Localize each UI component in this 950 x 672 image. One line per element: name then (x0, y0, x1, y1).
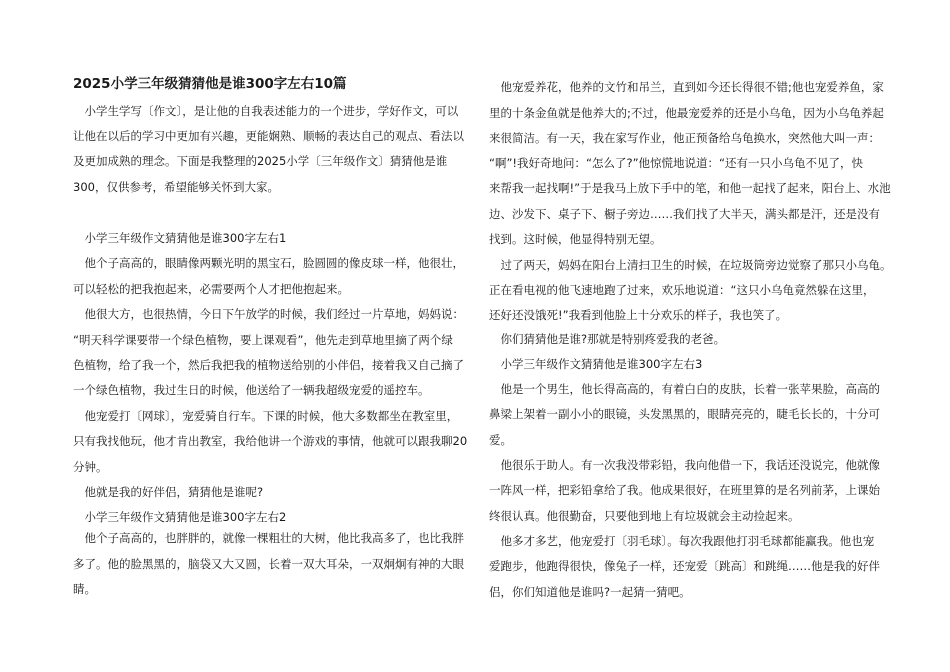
text-line: 他宠爱打〔网球〕，宠爱骑自行车。下课的时候，他大多数都坐在教室里， (73, 409, 459, 423)
text-line: 他就是我的好伴侣，猜猜他是谁呢? (73, 485, 264, 499)
text-line: 过了两天，妈妈在阳台上清扫卫生的时候，在垃圾筒旁边觉察了那只小乌龟。 (489, 258, 892, 272)
text-line: 一阵风一样，把彩铅拿给了我。他成果很好，在班里算的是名列前茅，上课始 (489, 483, 880, 497)
text-line: “啊”!我好奇地问：“怎么了?”他惊慌地说道：“还有一只小乌龟不见了，快 (489, 156, 863, 170)
text-line: 及更加成熟的理念。下面是我整理的2025小学〔三年级作文〕猜猜他是谁 (73, 154, 448, 168)
text-line: 爱跑步，他跑得很快，像兔子一样，还宠爱〔跳高〕和跳绳……他是我的好伴 (489, 559, 880, 573)
text-line: 还好还没饿死!”我看到他脸上十分欢乐的样子，我也笑了。 (489, 308, 788, 322)
text-line: 色植物，给了我一个，然后我把我的植物送给别的小伴侣，接着我又自己摘了 (73, 358, 464, 372)
page-title: 2025小学三年级猜猜他是谁300字左右10篇 (73, 76, 347, 92)
text-line: 里的十条金鱼就是他养大的;不过，他最宠爱养的还是小乌龟，因为小乌龟养起 (489, 106, 884, 120)
text-line: 来帮我一起找啊!”于是我马上放下手中的笔，和他一起找了起来，阳台上、水池 (489, 181, 891, 195)
text-line: 他很乐于助人。有一次我没带彩铅，我向他借一下，我话还没说完，他就像 (489, 458, 880, 472)
text-line: 只有我找他玩，他才肯出教室，我给他讲一个游戏的事情，他就可以跟我聊20 (73, 434, 468, 448)
text-line: 小学生学写〔作文〕，是让他的自我表述能力的一个进步，学好作文，可以 (73, 104, 459, 118)
text-line: 他个子高高的，眼睛像两颗光明的黑宝石，脸圆圆的像皮球一样，他很壮， (73, 256, 464, 270)
text-line: 鼻梁上架着一副小小的眼镜，头发黑黑的，眼睛亮亮的，睫毛长长的，十分可 (489, 407, 880, 421)
text-line: 一个绿色植物，我过生日的时候，他送给了一辆我超级宠爱的遥控车。 (73, 383, 430, 397)
text-line: 他是一个男生，他长得高高的，有着白白的皮肤，长着一张苹果脸，高高的 (489, 382, 880, 396)
text-line: “明天科学课要带一个绿色植物，要上课观看”，他先走到草地里摘了两个绿 (73, 333, 453, 347)
text-line: 多了。他的脸黑黑的，脑袋又大又圆，长着一双大耳朵，一双炯炯有神的大眼 (73, 557, 464, 571)
text-line: 睛。 (73, 582, 96, 596)
text-line: 边、沙发下、桌子下、橱子旁边……我们找了大半天，满头都是汗，还是没有 (489, 207, 880, 221)
text-line: 他个子高高的，也胖胖的，就像一棵粗壮的大树，他比我高多了，也比我胖 (73, 531, 464, 545)
text-line: 爱。 (489, 433, 512, 447)
text-line: 小学三年级作文猜猜他是谁300字左右1 (73, 231, 287, 245)
text-line: 正在看电视的他飞速地跑了过来，欢乐地说道：“这只小乌龟竟然躲在这里， (489, 283, 875, 297)
text-line: 你们猜猜他是谁?那就是特别疼爱我的老爸。 (489, 332, 726, 346)
text-line: 分钟。 (73, 460, 108, 474)
text-line: 他很大方，也很热情，今日下午放学的时候，我们经过一片草地，妈妈说： (73, 307, 464, 321)
text-line: 可以轻松的把我抱起来，必需要两个人才把他抱起来。 (73, 282, 349, 296)
text-line: 终很认真。他很勤奋，只要他到地上有垃圾就会主动捡起来。 (489, 509, 800, 523)
text-line: 小学三年级作文猜猜他是谁300字左右2 (73, 510, 287, 524)
text-line: 300，仅供参考，希望能够关怀到大家。 (73, 180, 279, 194)
text-line: 他宠爱养花，他养的文竹和吊兰，直到如今还长得很不错;他也宠爱养鱼，家 (489, 80, 884, 94)
text-line: 他多才多艺，他宠爱打〔羽毛球〕。每次我跟他打羽毛球都能赢我。他也宠 (489, 534, 875, 548)
text-line: 来很简洁。有一天，我在家写作业，他正预备给乌龟换水，突然他大叫一声： (489, 131, 880, 145)
text-line: 侣，你们知道他是谁吗?一起猜一猜吧。 (489, 585, 691, 599)
text-line: 让他在以后的学习中更加有兴趣，更能娴熟、顺畅的表达自己的观点、看法以 (73, 129, 464, 143)
text-line: 找到。这时候，他显得特别无望。 (489, 232, 662, 246)
text-line: 小学三年级作文猜猜他是谁300字左右3 (489, 357, 703, 371)
